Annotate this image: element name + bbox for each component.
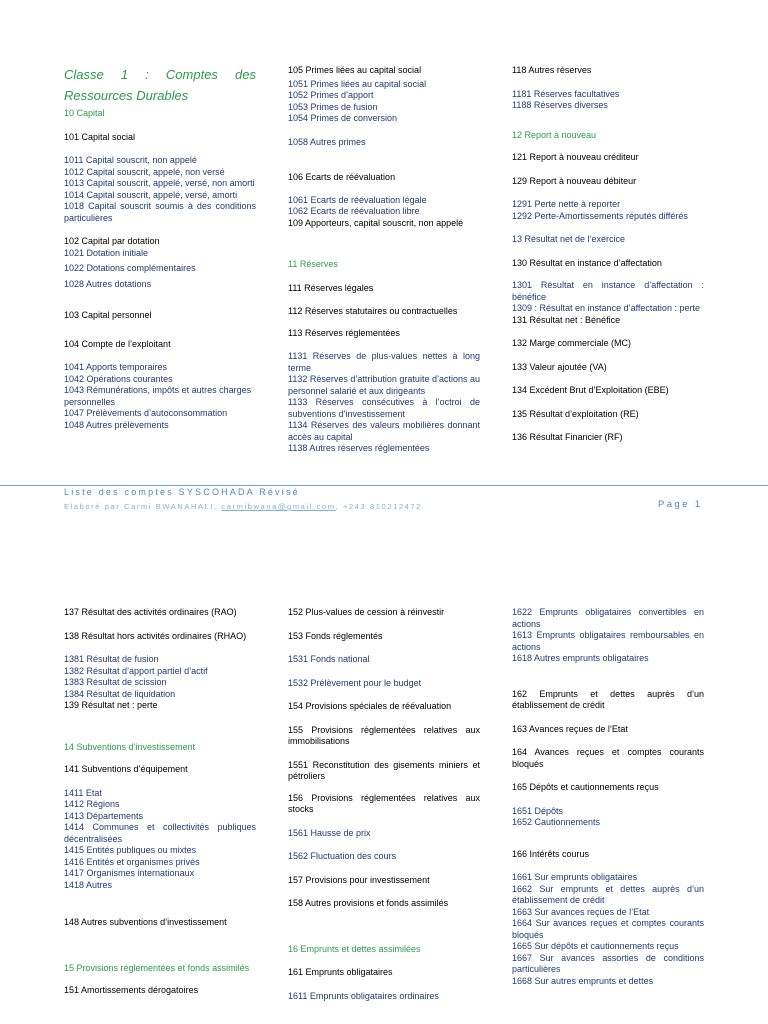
- footer-credit-prefix: Elaboré par Carmi BWANAHALI,: [64, 502, 222, 511]
- account-entry: 1028 Autres dotations: [64, 278, 152, 289]
- account-entry: 1562 Fluctuation des cours: [288, 851, 397, 861]
- footer-page-number: Page 1: [658, 499, 703, 510]
- account-entry: 139 Résultat net : perte: [64, 700, 158, 710]
- account-entry: 161 Emprunts obligataires: [288, 967, 393, 977]
- account-entry: 1181 Réserves facultatives: [512, 88, 620, 99]
- account-entry: 1613 Emprunts obligataires remboursables en actions: [512, 630, 704, 652]
- account-entry: 1668 Sur autres emprunts et dettes: [512, 975, 654, 986]
- account-entry: 1134 Réserves des valeurs mobilières donnant accès au capital: [288, 420, 480, 442]
- account-entry: 1414 Communes et collectivités publiques décentralisées: [64, 822, 256, 844]
- account-entry: 132 Marge commerciale (MC): [512, 338, 632, 348]
- footer-credit-suffix: , +243 810212472: [335, 502, 422, 511]
- account-entry: 1618 Autres emprunts obligataires: [512, 653, 649, 663]
- account-entry: 10 Capital: [64, 108, 105, 118]
- footer-email-link[interactable]: carmibwana@gmail.com: [221, 502, 336, 511]
- account-entry: 1013 Capital souscrit, appelé, versé, non amorti: [64, 178, 255, 188]
- account-entry: 1022 Dotations complémentaires: [64, 263, 196, 273]
- account-entry: 1292 Perte-Amortissements réputés différés: [512, 210, 688, 221]
- account-entry: 103 Capital personnel: [64, 310, 152, 320]
- account-entry: 1309 : Résultat en instance d’affectation : perte: [512, 303, 700, 313]
- footer-title: Liste des comptes SYSCOHADA Révisé: [64, 487, 300, 497]
- account-entry: 1611 Emprunts obligataires ordinaires: [288, 990, 439, 1001]
- account-entry: 1043 Rémunérations, impôts et autres charges personnelles: [64, 385, 252, 407]
- account-entry: 1052 Primes d’apport: [288, 90, 374, 100]
- page1-col2: [288, 65, 480, 455]
- account-entry: 1138 Autres réserves réglementées: [288, 443, 430, 453]
- account-entry: 15 Provisions réglementées et fonds assimilés: [64, 962, 250, 973]
- account-entry: 154 Provisions spéciales de réévaluation: [288, 701, 452, 711]
- account-entry: 141 Subventions d’équipement: [64, 764, 188, 774]
- account-entry: 1532 Prélèvement pour le budget: [288, 677, 422, 688]
- account-entry: 1551 Reconstitution des gisements miniers et pétroliers: [288, 759, 480, 781]
- account-entry: 1012 Capital souscrit, appelé, non versé: [64, 166, 225, 177]
- account-entry: 133 Valeur ajoutée (VA): [512, 361, 607, 372]
- account-entry: 16 Emprunts et dettes assimilées: [288, 943, 421, 954]
- account-entry: 1301 Résultat en instance d’affectation : bénéfice: [512, 280, 704, 302]
- account-entry: 130 Résultat en instance d’affectation: [512, 257, 662, 268]
- account-entry: 152 Plus-values de cession à réinvestir: [288, 607, 445, 617]
- account-entry: 1382 Résultat d’apport partiel d’actif: [64, 665, 208, 676]
- account-entry: 1412 Régions: [64, 799, 120, 809]
- account-entry: 1291 Perte nette à reporter: [512, 199, 621, 209]
- account-entry: 137 Résultat des activités ordinaires (RAO): [64, 607, 237, 617]
- account-entry: 135 Résultat d’exploitation (RE): [512, 408, 639, 419]
- account-entry: 1058 Autres primes: [288, 136, 366, 147]
- page2-col1: [64, 607, 256, 997]
- account-entry: 1018 Capital souscrit soumis à des conditions particulières: [64, 201, 256, 223]
- account-entry: 1061 Ecarts de réévaluation légale: [288, 194, 427, 205]
- account-entry: 1131 Réserves de plus-values nettes à long terme: [288, 351, 480, 373]
- account-entry: 166 Intérêts courus: [512, 848, 590, 859]
- account-entry: 155 Provisions réglementées relatives aux immobilisations: [288, 724, 480, 746]
- account-entry: 12 Report à nouveau: [512, 129, 597, 140]
- page2-col3: [512, 607, 704, 987]
- account-entry: 14 Subventions d’investissement: [64, 741, 196, 752]
- account-entry: 1667 Sur avances assorties de conditions particulières: [512, 952, 704, 974]
- account-entry: 1652 Cautionnements: [512, 817, 601, 827]
- account-entry: 1411 Etat: [64, 787, 102, 798]
- footer-credit: [64, 501, 422, 513]
- account-entry: 1042 Opérations courantes: [64, 373, 173, 384]
- account-entry: 101 Capital social: [64, 131, 136, 142]
- account-entry: 1663 Sur avances reçues de l’Etat: [512, 906, 650, 917]
- account-entry: 162 Emprunts et dettes auprès d’un établissement de crédit: [512, 688, 704, 710]
- account-entry: 136 Résultat Financier (RF): [512, 432, 623, 442]
- account-entry: 1188 Réserves diverses: [512, 100, 608, 110]
- account-entry: 1418 Autres: [64, 879, 113, 890]
- account-entry: 118 Autres réserves: [512, 65, 592, 75]
- account-entry: 138 Résultat hors activités ordinaires (RHAO): [64, 630, 247, 641]
- account-entry: 1662 Sur emprunts et dettes auprès d’un établissement de crédit: [512, 883, 704, 905]
- account-entry: 104 Compte de l’exploitant: [64, 338, 171, 349]
- account-entry: 11 Réserves: [288, 259, 338, 269]
- account-entry: 1661 Sur emprunts obligataires: [512, 872, 638, 882]
- page1-col3: [512, 65, 704, 444]
- account-entry: 113 Réserves réglementées: [288, 327, 400, 338]
- account-entry: 1051 Primes liées au capital social: [288, 78, 427, 89]
- account-entry: 1041 Apports temporaires: [64, 362, 168, 372]
- account-entry: 1413 Départements: [64, 810, 144, 821]
- account-entry: 1062 Ecarts de réévaluation libre: [288, 206, 420, 216]
- account-entry: 1664 Sur avances reçues et comptes courants bloqués: [512, 918, 704, 940]
- account-entry: 1651 Dépôts: [512, 805, 564, 816]
- account-entry: 1047 Prélèvements d’autoconsommation: [64, 408, 228, 418]
- account-entry: 1384 Résultat de liquidation: [64, 688, 176, 699]
- account-entry: 1054 Primes de conversion: [288, 113, 398, 123]
- account-entry: 111 Réserves légales: [288, 282, 374, 293]
- account-entry: 151 Amortissements dérogatoires: [64, 985, 199, 995]
- account-entry: 105 Primes liées au capital social: [288, 65, 422, 75]
- account-entry: 1383 Résultat de scission: [64, 677, 167, 687]
- account-entry: 148 Autres subventions d’investissement: [64, 917, 227, 927]
- account-entry: 1622 Emprunts obligataires convertibles en actions: [512, 607, 704, 629]
- account-entry: 1415 Entités publiques ou mixtes: [64, 845, 197, 855]
- account-entry: 1014 Capital souscrit, appelé, versé, amorti: [64, 189, 238, 200]
- page1-col1: [64, 64, 256, 431]
- account-entry: 1561 Hausse de prix: [288, 827, 371, 838]
- account-entry: 1416 Entités et organismes privés: [64, 856, 200, 867]
- account-entry: 1132 Réserves d’attribution gratuite d’actions au personnel salarié et aux dirigeants: [288, 374, 480, 396]
- account-entry: 102 Capital par dotation: [64, 236, 160, 246]
- page2-col2: [288, 607, 480, 1002]
- account-entry: 131 Résultat net : Bénéfice: [512, 314, 621, 325]
- class-title-line1: Classe 1 : Comptes des: [64, 67, 256, 82]
- account-entry: 1531 Fonds national: [288, 654, 370, 664]
- account-entry: 156 Provisions réglementées relatives aux stocks: [288, 792, 480, 814]
- account-entry: 165 Dépôts et cautionnements reçus: [512, 782, 659, 792]
- account-entry: 158 Autres provisions et fonds assimilés: [288, 898, 449, 908]
- footer-divider: [0, 485, 768, 486]
- class-title-line2: Ressources Durables: [64, 88, 189, 103]
- account-entry: 1133 Réserves consécutives à l’octroi de subventions d’investissement: [288, 397, 480, 419]
- account-entry: 1665 Sur dépôts et cautionnements reçus: [512, 941, 679, 951]
- account-entry: 164 Avances reçues et comptes courants bloqués: [512, 747, 704, 769]
- account-entry: 112 Réserves statutaires ou contractuelles: [288, 306, 458, 316]
- account-entry: 1011 Capital souscrit, non appelé: [64, 155, 197, 165]
- account-entry: 1053 Primes de fusion: [288, 101, 378, 112]
- account-entry: 134 Excédent Brut d’Exploitation (EBE): [512, 385, 669, 395]
- account-entry: 121 Report à nouveau créditeur: [512, 152, 639, 162]
- account-entry: 13 Résultat net de l’exercice: [512, 234, 626, 244]
- account-entry: 163 Avances reçues de l’Etat: [512, 723, 628, 734]
- account-entry: 1048 Autres prélèvements: [64, 419, 169, 430]
- account-entry: 1021 Dotation initiale: [64, 247, 149, 258]
- account-entry: 157 Provisions pour investissement: [288, 874, 430, 885]
- account-entry: 1381 Résultat de fusion: [64, 654, 159, 664]
- account-entry: 129 Report à nouveau débiteur: [512, 175, 637, 186]
- account-entry: 153 Fonds réglementés: [288, 630, 383, 641]
- account-entry: 109 Apporteurs, capital souscrit, non appelé: [288, 217, 464, 228]
- account-entry: 1417 Organismes internationaux: [64, 868, 195, 878]
- account-entry: 106 Ecarts de réévaluation: [288, 172, 396, 182]
